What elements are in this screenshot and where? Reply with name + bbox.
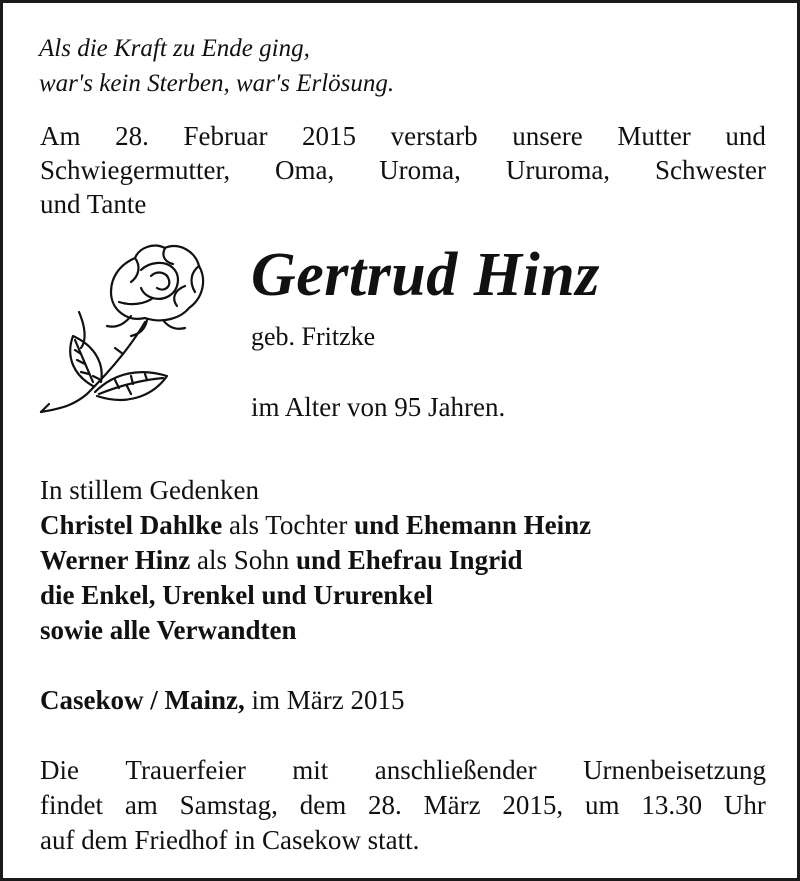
intro-word: Schwester (654, 155, 766, 185)
intro-word: 28. (115, 121, 149, 151)
funeral-service-info (40, 753, 766, 858)
mourner-group: die Enkel, Urenkel und Ururenkel (40, 580, 433, 610)
date: im März 2015 (244, 685, 405, 715)
service-word: 13.30 (641, 790, 703, 820)
mourner-partner: und Ehemann Heinz (354, 510, 592, 540)
quote-line-2: war's kein Sterben, war's Erlösung. (39, 70, 395, 97)
mourner-group: sowie alle Verwandten (40, 615, 297, 645)
intro-word: Uroma, (379, 155, 461, 185)
intro-word: verstarb (390, 121, 478, 151)
mourner-line-2 (40, 543, 591, 578)
intro-line-1 (40, 119, 766, 153)
rose-icon (35, 236, 207, 418)
memorial-quote (39, 31, 394, 101)
maiden-name: geb. Fritzke (251, 322, 376, 351)
deceased-name: Gertrud Hinz (251, 241, 600, 309)
service-word: mit (292, 755, 329, 785)
mourners-heading: In stillem Gedenken (40, 475, 259, 505)
age-at-death: im Alter von 95 Jahren. (251, 392, 506, 422)
service-line-3: auf dem Friedhof in Casekow statt. (40, 825, 420, 855)
mourner-name: Christel Dahlke (40, 510, 223, 540)
intro-word: Oma, (275, 155, 335, 185)
intro-word: 2015 (302, 121, 357, 151)
mourner-relation: als Sohn (190, 545, 296, 575)
service-word: Uhr (723, 790, 766, 820)
mourner-line-3 (40, 578, 591, 613)
service-word: 28. (368, 790, 402, 820)
intro-word: Schwiegermutter, (40, 155, 231, 185)
mourner-line-1 (40, 508, 591, 543)
intro-word: Februar (183, 121, 268, 151)
intro-line-3: und Tante (40, 189, 147, 219)
intro-word: und (725, 121, 766, 151)
intro-word: Mutter (617, 121, 691, 151)
mourner-name: Werner Hinz (40, 545, 191, 575)
quote-line-1: Als die Kraft zu Ende ging, (39, 35, 310, 62)
service-word: um (585, 790, 620, 820)
service-word: anschließender (374, 755, 537, 785)
intro-word: Am (40, 121, 81, 151)
mourner-relation: als Tochter (222, 510, 355, 540)
service-word: Die (40, 755, 79, 785)
place: Casekow / Mainz, (40, 685, 245, 715)
death-announcement (40, 119, 766, 221)
service-word: Urnenbeisetzung (583, 755, 766, 785)
service-word: dem (299, 790, 347, 820)
service-line-1 (40, 753, 766, 788)
intro-line-2 (40, 153, 766, 187)
place-and-date (40, 683, 404, 717)
service-line-2 (40, 788, 766, 823)
mourners-list (40, 473, 591, 648)
intro-word: Ururoma, (505, 155, 611, 185)
service-word: findet (40, 790, 103, 820)
service-word: Samstag, (179, 790, 278, 820)
service-word: Trauerfeier (125, 755, 246, 785)
intro-word: unsere (512, 121, 583, 151)
mourner-partner: und Ehefrau Ingrid (296, 545, 523, 575)
service-word: März (423, 790, 481, 820)
service-word: 2015, (502, 790, 564, 820)
service-word: am (124, 790, 158, 820)
mourner-line-4 (40, 613, 591, 648)
